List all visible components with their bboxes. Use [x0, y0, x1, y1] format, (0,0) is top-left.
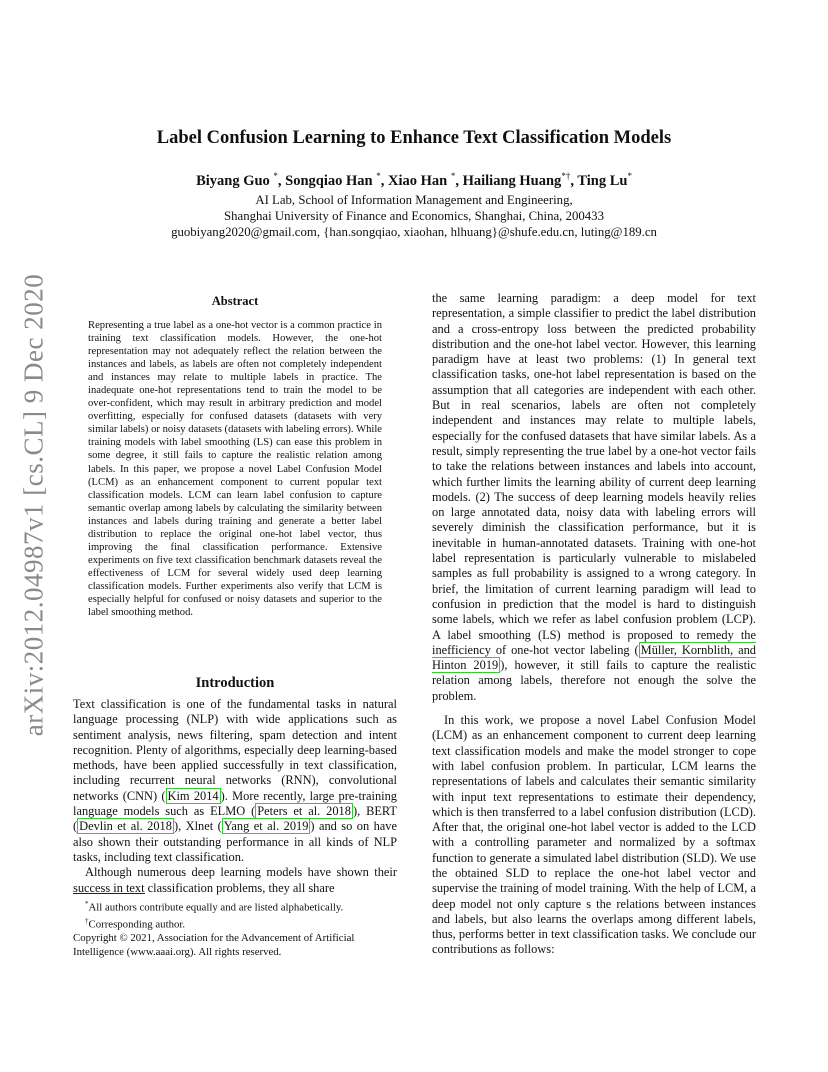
author-name: Ting Lu — [577, 172, 628, 189]
author-name: Xiao Han — [388, 172, 448, 189]
author-emails: guobiyang2020@gmail.com, {han.songqiao, xiaohan, hlhuang}@shufe.edu.cn, luting@189.cn — [171, 225, 657, 239]
abstract-text: Representing a true label as a one-hot vector is a common practice in training text classification models. However, the one-hot representation may not adequately reflect the relation between the instances and labels, as labels are often not completely independent and instances may relate to multiple labels in practice. The inadequate one-hot representations tend to train the model to be over-confident, which may result in arbitrary prediction and model overfitting, especially for confused datasets (datasets with very similar labels) or noisy datasets (datasets with labeling errors). While training models with label smoothing (LS) can ease this problem in some degree, it still fails to capture the realistic relation among labels. In this paper, we propose a novel Label Confusion Model (LCM) as an enhancement component to current popular text classification models. LCM can learn label confusion to capture semantic overlap among labels by calculating the similarity between instances and labels during training and generate a better label distribution to replace the original one-hot label vector, thus improving the final classification performance. Extensive experiments on five text classification benchmark datasets reveal the effectiveness of LCM for several widely used deep learning classification models. Further experiments also verify that LCM is especially helpful for confused or noisy datasets and superior to the label smoothing method. — [88, 320, 382, 619]
author-mark: * — [450, 171, 456, 181]
citation-link[interactable]: Yang et al. 2019 — [223, 819, 309, 834]
introduction-text — [73, 697, 397, 896]
citation-link[interactable]: Devlin et al. 2018 — [79, 819, 172, 834]
author-mark: * — [627, 171, 632, 181]
author-name: Songqiao Han — [285, 172, 373, 189]
footnote-equal: *All authors contribute equally and are listed alphabetically. — [85, 900, 344, 914]
author-name: Biyang Guo — [196, 172, 270, 189]
affiliation-block — [0, 192, 828, 240]
paragraph: Text classification is one of the fundamental tasks in natural language processing (NLP) with wide applications such as sentiment analysis, news filtering, spam detection and intent recognition. Plenty of algorithms, especially deep learning-based methods, have been applied successfully in text classification, including recurrent neural networks (RNN), convolutional networks (CNN) ( Kim 2014 ). More recently, large pre-training language models such as ELMO ( Peters et al. 2018 ), BERT ( Devlin et al. 2018 ), Xlnet ( Yang et al. 2019 ) and so on have also shown their outstanding performance in all kinds of NLP tasks, including text classification. — [73, 697, 397, 864]
arxiv-identifier: arXiv:2012.04987v1 [cs.CL] 9 Dec 2020 — [18, 273, 49, 737]
citation-link[interactable]: Müller, Kornblith, and Hinton 2019 — [432, 642, 756, 673]
footnote-corresponding: †Corresponding author. — [85, 917, 186, 931]
paper-title: Label Confusion Learning to Enhance Text Classification Models — [156, 128, 672, 148]
author-mark: *† — [561, 171, 571, 181]
citation-link[interactable]: Peters et al. 2018 — [257, 804, 351, 819]
arxiv-sidebar — [14, 273, 54, 737]
paragraph: In this work, we propose a novel Label Confusion Model (LCM) as an enhancement component to current deep learning text classification models and make the model stronger to cope with label confusion problem. In particular, LCM learns the representations of labels and calculates their semantic similarity with input text representations to estimate their dependency, which is then transferred to a label confusion distribution (LCD). After that, the original one-hot label vector is added to the LCD with a controlling parameter and normalized by a softmax function to generate a simulated label distribution (SLD). We use the obtained SLD to replace the one-hot label vector and supervise the training of model training. With the help of LCM, a deep model not only capture s the relations between instances and labels, but also learns the overlaps among different labels, thus, performs better in text classification tasks. We conclude our contributions as follows: — [432, 713, 756, 957]
paragraph: Although numerous deep learning models have shown their success in text classification problems, they all share — [73, 865, 397, 895]
introduction-heading: Introduction — [195, 675, 275, 691]
affiliation-line: Shanghai University of Finance and Economics, Shanghai, China, 200433 — [224, 209, 604, 223]
abstract-heading: Abstract — [211, 294, 259, 308]
author-mark: * — [273, 171, 278, 181]
citation-link[interactable]: Kim 2014 — [167, 788, 219, 803]
footnotes — [73, 898, 397, 959]
footnote-rule — [73, 893, 145, 894]
copyright-notice: Copyright © 2021, Association for the Advancement of Artificial Intelligence (www.aaai.org). All rights reserved. — [73, 932, 355, 958]
paragraph: the same learning paradigm: a deep model for text representation, a simple classifier to predict the label distribution and a cross-entropy loss between the predicted probability distribution and the one-hot label vector. However, this learning paradigm have at least two problems: (1) In general text classification tasks, one-hot label representation is based on the assumption that all categories are independent with each other. But in real scenarios, labels are often not completely independent and instances may relate to multiple labels, especially for the confused datasets that have similar labels. As a result, simply representing the true label by a one-hot vector fails to take the relations between instances and labels into account, which further limits the learning ability of current deep learning models. (2) The success of deep learning models heavily relies on large annotated data, noisy data with labeling errors will severely diminish the classification performance, but it is inevitable in human-annotated datasets. Training with one-hot label representation is particularly vulnerable to mislabeled samples as full probability is assigned to a wrong category. In brief, the limitation of current learning paradigm will lead to confusion in prediction that the model is hard to distinguish some labels, which we refer as label confusion problem (LCP). A label smoothing (LS) method is proposed to remedy the inefficiency of one-hot vector labeling ( Müller, Kornblith, and Hinton 2019 ), however, it still fails to capture the realistic relation among labels, therefore not enough the solve the problem. — [432, 291, 756, 703]
author-list: Biyang Guo *, Songqiao Han *, Xiao Han *, Hailiang Huang*†, Ting Lu* — [196, 171, 632, 189]
author-mark: * — [376, 171, 381, 181]
right-column-text — [432, 291, 756, 958]
affiliation-line: AI Lab, School of Information Management and Engineering, — [255, 193, 573, 207]
author-name: Hailiang Huang — [462, 172, 562, 189]
